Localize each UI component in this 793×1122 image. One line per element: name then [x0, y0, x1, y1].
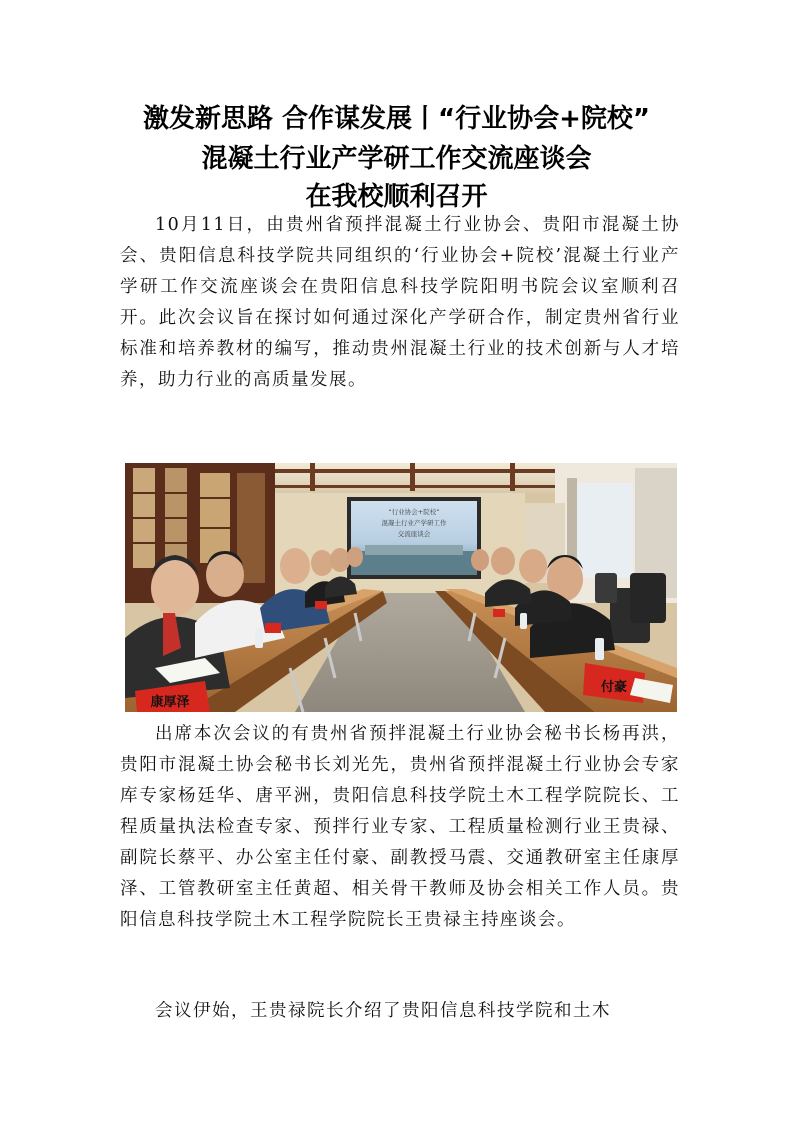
paragraph-attendees: 出席本次会议的有贵州省预拌混凝土行业协会秘书长杨再洪，贵阳市混凝土协会秘书长刘光先，贵州省预拌混凝土行业协会专家库专家杨廷华、唐平洲，贵阳信息科技学院土木工程学院院长、工程质量执法检查专家、预拌行业专家、工程质量检测行业王贵禄、副院长蔡平、办公室主任付豪、副教授马震、交通教研室主任康厚泽、工管教研室主任黄超、相关骨干教师及协会相关工作人员。贵阳信息科技学院土木工程学院院长王贵禄主持座谈会。: [120, 724, 680, 930]
article-title-line-3: 在我校顺利召开: [305, 182, 488, 212]
paragraph-opening: 会议伊始，王贵禄院长介绍了贵阳信息科技学院和土木: [155, 1001, 611, 1021]
nameplate-left: 康厚泽: [150, 695, 190, 710]
article-title-line-1: 激发新思路 合作谋发展丨“行业协会+院校”: [142, 104, 650, 134]
screen-text-2: 混凝土行业产学研工作: [381, 519, 447, 527]
paragraph-intro: 10月11日，由贵州省预拌混凝土行业协会、贵阳市混凝土协会、贵阳信息科技学院共同组织的‘行业协会+院校’混凝土行业产学研工作交流座谈会在贵阳信息科技学院阳明书院会议室顺利召开。此次会议旨在探讨如何通过深化产学研合作，制定贵州省行业标准和培养教材的编写，推动贵州混凝土行业的技术创新与人才培养，助力行业的高质量发展。: [120, 215, 680, 390]
nameplate-right: 付豪: [600, 680, 628, 695]
article-title-line-2: 混凝土行业产学研工作交流座谈会: [201, 144, 592, 174]
screen-text-1: “行业协会+院校”: [388, 508, 440, 516]
meeting-photo: [125, 463, 677, 712]
screen-text-3: 交流座谈会: [397, 530, 431, 538]
